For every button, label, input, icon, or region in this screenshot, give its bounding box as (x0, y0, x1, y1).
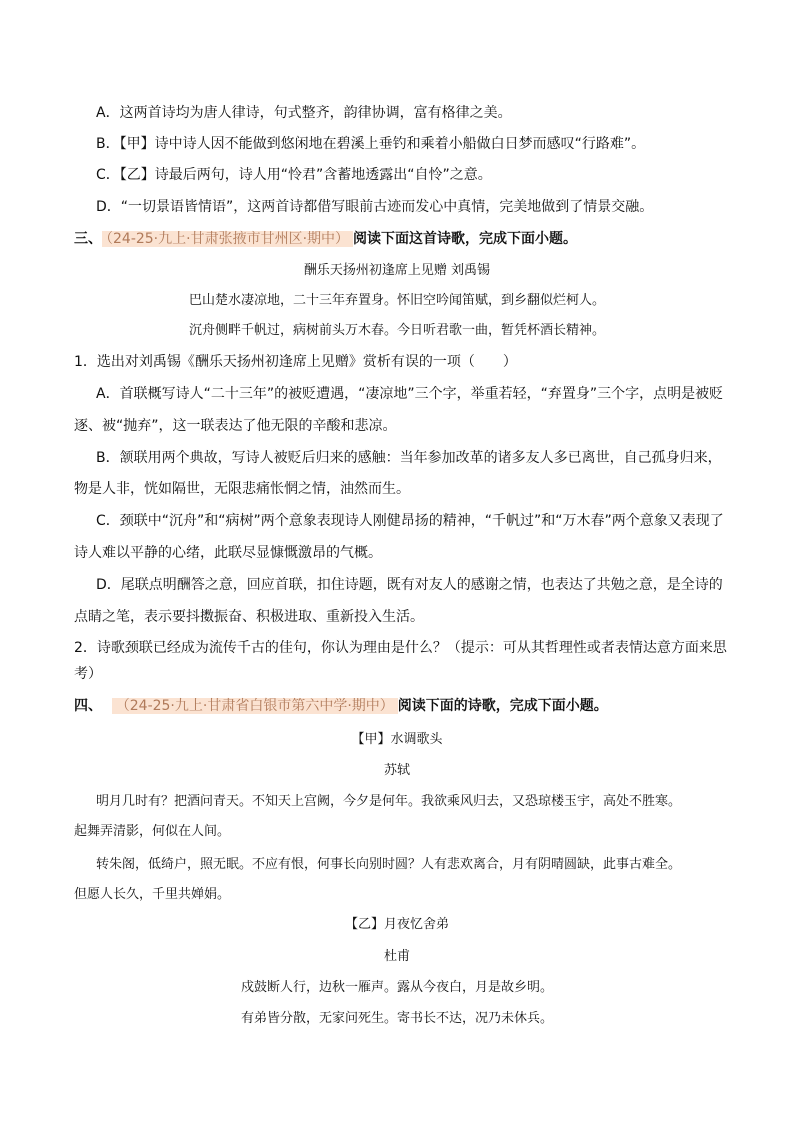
q1-option-d-line1: D．尾联点明酬答之意，回应首联，扣住诗题，既有对友人的感谢之情，也表达了共勉之意，是全诗的 (96, 577, 723, 593)
question-2-line2: 考） (74, 666, 102, 682)
section-number: 四、 (74, 698, 102, 714)
option-a: A．这两首诗均为唐人律诗，句式整齐，韵律协调，富有格律之美。 (96, 105, 512, 121)
poem-jia-para2-line1: 转朱阁，低绮户，照无眠。不应有恨，何事长向别时圆？人有悲欢离合，月有阴晴圆缺，此事古难全。 (96, 857, 682, 872)
poem-line: 沉舟侧畔千帆过，病树前头万木春。今日听君歌一曲，暂凭杯酒长精神。 (188, 323, 605, 338)
option-c: C．【乙】诗最后两句，诗人用“怜君”含蓄地透露出“自怜”之意。 (96, 167, 492, 183)
question-2-line1: 2．诗歌颈联已经成为流传千古的佳句，你认为理由是什么？（提示：可从其哲理性或者表情达意方面来思 (74, 640, 727, 656)
q1-option-a-line2: 逐、被“抛弃”，这一联表达了他无限的辛酸和悲凉。 (74, 418, 397, 434)
section-instruction: 阅读下面的诗歌，完成下面小题。 (397, 698, 608, 714)
section-instruction: 阅读下面这首诗歌，完成下面小题。 (353, 231, 578, 247)
option-d: D．“一切景语皆情语”，这两首诗都借写眼前古迹而发心中真情，完美地做到了情景交融。 (96, 199, 654, 215)
section-4-heading (74, 696, 608, 716)
q1-option-b-line1: B．颔联用两个典故，写诗人被贬后归来的感触：当年参加改革的诸多友人多已离世，自己孤身归来， (96, 450, 722, 466)
poem-yi-title: 【乙】月夜忆舍弟 (344, 917, 449, 932)
poem-title: 酬乐天扬州初逢席上见赠 刘禹锡 (303, 263, 491, 278)
q1-option-b-line2: 物是人非，恍如隔世，无限悲痛怅惘之情，油然而生。 (74, 481, 410, 497)
poem-jia-para1-line2: 起舞弄清影，何似在人间。 (74, 824, 231, 839)
poem-jia-para1-line1: 明月几时有？把酒问青天。不知天上宫阙，今夕是何年。我欲乘风归去，又恐琼楼玉宇，高处不胜寒。 (96, 794, 682, 809)
poem-yi-author: 杜甫 (383, 949, 410, 964)
section-3-heading (74, 229, 577, 249)
source-tag: （24-25·九上·甘肃张掖市甘州区·期中） (102, 231, 353, 247)
poem-line: 巴山楚水凄凉地，二十三年弃置身。怀旧空吟闻笛赋，到乡翻似烂柯人。 (188, 293, 605, 308)
poem-yi-line2: 有弟皆分散，无家问死生。寄书长不达，况乃未休兵。 (240, 1011, 553, 1026)
poem-jia-title: 【甲】水调歌头 (351, 732, 443, 747)
q1-option-a-line1: A．首联概写诗人“二十三年”的被贬遭遇，“凄凉地”三个字，举重若轻，“弃置身”三个字，点明是被贬 (96, 386, 724, 402)
poem-jia-author: 苏轼 (383, 763, 410, 778)
q1-option-c-line2: 诗人难以平静的心绪，此联尽显慷慨激昂的气概。 (74, 545, 382, 561)
q1-option-c-line1: C．颈联中“沉舟”和“病树”两个意象表现诗人刚健昂扬的精神，“千帆过”和“万木春”两个意象又表现了 (96, 513, 724, 529)
question-1-stem: 1．选出对刘禹锡《酬乐天扬州初逢席上见赠》赏析有误的一项（ ） (74, 354, 517, 370)
q1-option-d-line2: 点睛之笔，表示要抖擞振奋、积极进取、重新投入生活。 (74, 609, 424, 625)
option-b: B．【甲】诗中诗人因不能做到悠闲地在碧溪上垂钓和乘着小船做白日梦而感叹“行路难”。 (96, 136, 646, 152)
source-tag: （24-25·九上·甘肃省白银市第六中学·期中） (112, 698, 398, 714)
poem-jia-para2-line2: 但愿人长久，千里共婵娟。 (74, 887, 231, 902)
section-number: 三、 (74, 231, 102, 247)
poem-yi-line1: 戍鼓断人行，边秋一雁声。露从今夜白，月是故乡明。 (240, 980, 553, 995)
